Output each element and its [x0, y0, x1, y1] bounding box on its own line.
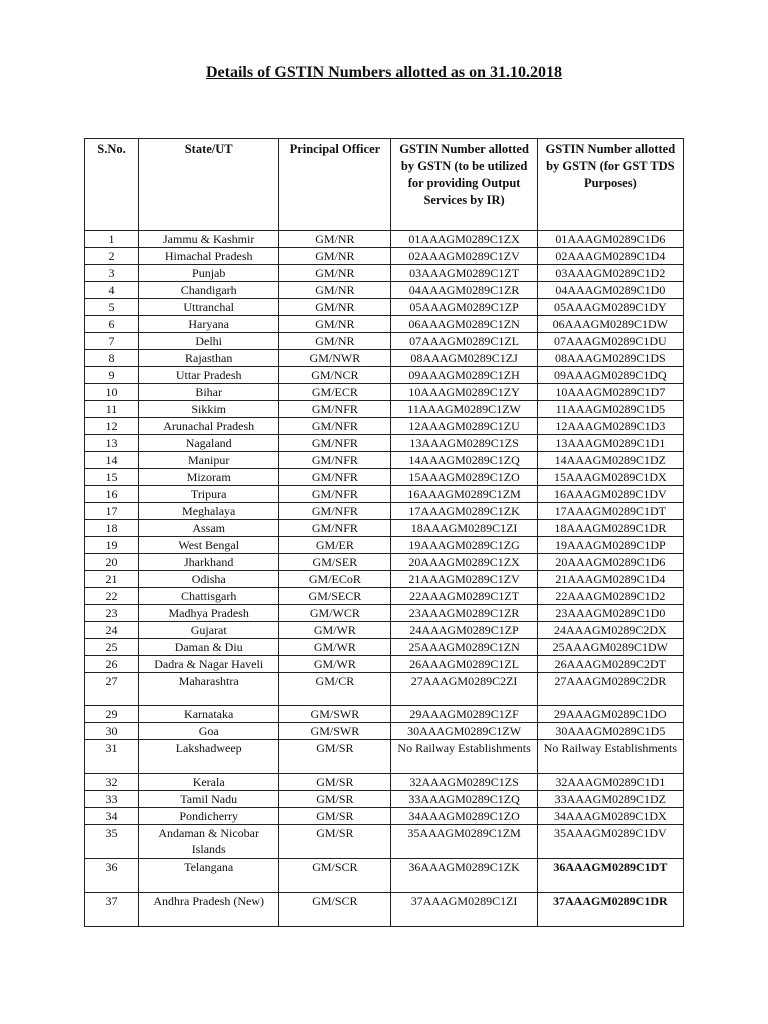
cell-sno: 5: [85, 299, 139, 316]
table-row: [85, 503, 684, 520]
table-row: [85, 554, 684, 571]
table-row: [85, 656, 684, 673]
cell-gstin-output: 37AAAGM0289C1ZI: [391, 893, 537, 927]
table-row: [85, 673, 684, 706]
cell-principal-officer: GM/NFR: [279, 520, 391, 537]
cell-state: Mizoram: [139, 469, 279, 486]
table-row: [85, 723, 684, 740]
table-row: [85, 859, 684, 893]
cell-gstin-tds: 20AAAGM0289C1D6: [537, 554, 683, 571]
cell-state: Pondicherry: [139, 808, 279, 825]
table-row: [85, 520, 684, 537]
cell-gstin-output: 10AAAGM0289C1ZY: [391, 384, 537, 401]
cell-gstin-output: 08AAAGM0289C1ZJ: [391, 350, 537, 367]
cell-gstin-output: 09AAAGM0289C1ZH: [391, 367, 537, 384]
cell-principal-officer: GM/SR: [279, 740, 391, 774]
cell-gstin-tds: 08AAAGM0289C1DS: [537, 350, 683, 367]
cell-gstin-tds: 17AAAGM0289C1DT: [537, 503, 683, 520]
cell-gstin-output: 02AAAGM0289C1ZV: [391, 248, 537, 265]
cell-principal-officer: GM/WCR: [279, 605, 391, 622]
cell-principal-officer: GM/NFR: [279, 401, 391, 418]
cell-state: Telangana: [139, 859, 279, 893]
table-row: [85, 248, 684, 265]
cell-gstin-output: 19AAAGM0289C1ZG: [391, 537, 537, 554]
cell-sno: 17: [85, 503, 139, 520]
cell-gstin-output: 35AAAGM0289C1ZM: [391, 825, 537, 859]
cell-principal-officer: GM/WR: [279, 639, 391, 656]
cell-principal-officer: GM/NFR: [279, 469, 391, 486]
table-row: [85, 706, 684, 723]
table-row: [85, 469, 684, 486]
cell-principal-officer: GM/SECR: [279, 588, 391, 605]
document-title: Details of GSTIN Numbers allotted as on 31.10.2018: [205, 64, 562, 81]
cell-gstin-tds: 14AAAGM0289C1DZ: [537, 452, 683, 469]
cell-gstin-output: 27AAAGM0289C2ZI: [391, 673, 537, 706]
cell-gstin-output: 20AAAGM0289C1ZX: [391, 554, 537, 571]
cell-state: Meghalaya: [139, 503, 279, 520]
cell-sno: 3: [85, 265, 139, 282]
table-row: [85, 418, 684, 435]
cell-state: Kerala: [139, 774, 279, 791]
cell-sno: 4: [85, 282, 139, 299]
cell-gstin-output: 01AAAGM0289C1ZX: [391, 231, 537, 248]
cell-sno: 13: [85, 435, 139, 452]
table-row: [85, 622, 684, 639]
cell-sno: 9: [85, 367, 139, 384]
cell-gstin-tds: 16AAAGM0289C1DV: [537, 486, 683, 503]
cell-sno: 16: [85, 486, 139, 503]
cell-sno: 19: [85, 537, 139, 554]
cell-principal-officer: GM/NR: [279, 316, 391, 333]
cell-state: Andhra Pradesh (New): [139, 893, 279, 927]
cell-principal-officer: GM/ECR: [279, 384, 391, 401]
header-gstin-output-services: GSTIN Number allotted by GSTN (to be utilized for providing Output Services by IR): [391, 139, 537, 231]
cell-state: Arunachal Pradesh: [139, 418, 279, 435]
table-row: [85, 333, 684, 350]
cell-gstin-output: 15AAAGM0289C1ZO: [391, 469, 537, 486]
cell-gstin-output: 07AAAGM0289C1ZL: [391, 333, 537, 350]
cell-gstin-output: 13AAAGM0289C1ZS: [391, 435, 537, 452]
cell-principal-officer: GM/NFR: [279, 452, 391, 469]
cell-sno: 6: [85, 316, 139, 333]
cell-sno: 15: [85, 469, 139, 486]
cell-state: Manipur: [139, 452, 279, 469]
table-row: [85, 571, 684, 588]
cell-gstin-tds: 01AAAGM0289C1D6: [537, 231, 683, 248]
cell-sno: 12: [85, 418, 139, 435]
cell-gstin-tds: 03AAAGM0289C1D2: [537, 265, 683, 282]
table-row: [85, 350, 684, 367]
cell-state: Andaman & Nicobar Islands: [139, 825, 279, 859]
cell-sno: 31: [85, 740, 139, 774]
cell-gstin-tds: 23AAAGM0289C1D0: [537, 605, 683, 622]
cell-principal-officer: GM/SER: [279, 554, 391, 571]
cell-gstin-tds: 32AAAGM0289C1D1: [537, 774, 683, 791]
cell-principal-officer: GM/NFR: [279, 435, 391, 452]
cell-gstin-tds: 21AAAGM0289C1D4: [537, 571, 683, 588]
cell-principal-officer: GM/SR: [279, 791, 391, 808]
cell-gstin-output: 24AAAGM0289C1ZP: [391, 622, 537, 639]
cell-principal-officer: GM/SWR: [279, 723, 391, 740]
cell-gstin-output: 26AAAGM0289C1ZL: [391, 656, 537, 673]
cell-state: Jharkhand: [139, 554, 279, 571]
table-row: [85, 401, 684, 418]
cell-state: Haryana: [139, 316, 279, 333]
cell-gstin-tds: 26AAAGM0289C2DT: [537, 656, 683, 673]
cell-sno: 18: [85, 520, 139, 537]
cell-state: Lakshadweep: [139, 740, 279, 774]
cell-state: Bihar: [139, 384, 279, 401]
cell-state: Chattisgarh: [139, 588, 279, 605]
cell-gstin-output: 11AAAGM0289C1ZW: [391, 401, 537, 418]
cell-sno: 22: [85, 588, 139, 605]
cell-principal-officer: GM/SR: [279, 774, 391, 791]
cell-gstin-tds: No Railway Establishments: [537, 740, 683, 774]
table-row: [85, 825, 684, 859]
table-header-row: [85, 139, 684, 231]
cell-gstin-tds: 05AAAGM0289C1DY: [537, 299, 683, 316]
cell-gstin-tds: 25AAAGM0289C1DW: [537, 639, 683, 656]
cell-principal-officer: GM/NFR: [279, 503, 391, 520]
cell-sno: 10: [85, 384, 139, 401]
table-row: [85, 316, 684, 333]
cell-gstin-tds: 18AAAGM0289C1DR: [537, 520, 683, 537]
cell-principal-officer: GM/NR: [279, 333, 391, 350]
cell-state: Assam: [139, 520, 279, 537]
cell-gstin-output: 03AAAGM0289C1ZT: [391, 265, 537, 282]
cell-state: Delhi: [139, 333, 279, 350]
cell-principal-officer: GM/WR: [279, 656, 391, 673]
cell-principal-officer: GM/SR: [279, 825, 391, 859]
cell-sno: 34: [85, 808, 139, 825]
cell-gstin-tds: 22AAAGM0289C1D2: [537, 588, 683, 605]
cell-state: Gujarat: [139, 622, 279, 639]
cell-gstin-tds: 34AAAGM0289C1DX: [537, 808, 683, 825]
cell-principal-officer: GM/SR: [279, 808, 391, 825]
cell-gstin-output: 12AAAGM0289C1ZU: [391, 418, 537, 435]
table-row: [85, 774, 684, 791]
cell-state: Goa: [139, 723, 279, 740]
cell-state: Jammu & Kashmir: [139, 231, 279, 248]
cell-state: Maharashtra: [139, 673, 279, 706]
cell-sno: 33: [85, 791, 139, 808]
cell-gstin-tds: 10AAAGM0289C1D7: [537, 384, 683, 401]
cell-sno: 24: [85, 622, 139, 639]
cell-principal-officer: GM/NFR: [279, 486, 391, 503]
cell-gstin-tds: 04AAAGM0289C1D0: [537, 282, 683, 299]
cell-gstin-output: 14AAAGM0289C1ZQ: [391, 452, 537, 469]
cell-gstin-output: 34AAAGM0289C1ZO: [391, 808, 537, 825]
table-row: [85, 299, 684, 316]
cell-state: Uttranchal: [139, 299, 279, 316]
cell-sno: 25: [85, 639, 139, 656]
cell-state: Rajasthan: [139, 350, 279, 367]
cell-gstin-output: 05AAAGM0289C1ZP: [391, 299, 537, 316]
cell-state: Uttar Pradesh: [139, 367, 279, 384]
table-row: [85, 435, 684, 452]
cell-sno: 14: [85, 452, 139, 469]
table-row: [85, 605, 684, 622]
cell-state: Karnataka: [139, 706, 279, 723]
cell-principal-officer: GM/NFR: [279, 418, 391, 435]
cell-gstin-tds: 29AAAGM0289C1DO: [537, 706, 683, 723]
table-body: [85, 231, 684, 927]
header-principal-officer: Principal Officer: [279, 139, 391, 231]
cell-gstin-tds: 27AAAGM0289C2DR: [537, 673, 683, 706]
cell-gstin-output: 25AAAGM0289C1ZN: [391, 639, 537, 656]
gstin-table: [84, 138, 684, 927]
cell-state: Chandigarh: [139, 282, 279, 299]
cell-gstin-tds: 02AAAGM0289C1D4: [537, 248, 683, 265]
cell-gstin-tds: 11AAAGM0289C1D5: [537, 401, 683, 418]
cell-gstin-output: 21AAAGM0289C1ZV: [391, 571, 537, 588]
cell-gstin-tds: 09AAAGM0289C1DQ: [537, 367, 683, 384]
cell-gstin-output: 29AAAGM0289C1ZF: [391, 706, 537, 723]
cell-gstin-output: 18AAAGM0289C1ZI: [391, 520, 537, 537]
cell-principal-officer: GM/WR: [279, 622, 391, 639]
cell-gstin-output: 33AAAGM0289C1ZQ: [391, 791, 537, 808]
table-row: [85, 486, 684, 503]
cell-gstin-tds: 13AAAGM0289C1D1: [537, 435, 683, 452]
cell-state: Daman & Diu: [139, 639, 279, 656]
cell-sno: 30: [85, 723, 139, 740]
table-row: [85, 537, 684, 554]
cell-sno: 27: [85, 673, 139, 706]
table-row: [85, 588, 684, 605]
table-row: [85, 282, 684, 299]
cell-principal-officer: GM/NR: [279, 248, 391, 265]
cell-gstin-tds: 12AAAGM0289C1D3: [537, 418, 683, 435]
cell-state: Tripura: [139, 486, 279, 503]
cell-sno: 2: [85, 248, 139, 265]
cell-sno: 36: [85, 859, 139, 893]
cell-gstin-tds: 15AAAGM0289C1DX: [537, 469, 683, 486]
table-row: [85, 265, 684, 282]
cell-state: West Bengal: [139, 537, 279, 554]
cell-principal-officer: GM/SWR: [279, 706, 391, 723]
cell-gstin-tds: 35AAAGM0289C1DV: [537, 825, 683, 859]
cell-state: Dadra & Nagar Haveli: [139, 656, 279, 673]
cell-gstin-tds: 37AAAGM0289C1DR: [537, 893, 683, 927]
cell-gstin-output: No Railway Establishments: [391, 740, 537, 774]
table-row: [85, 639, 684, 656]
cell-principal-officer: GM/NR: [279, 265, 391, 282]
cell-principal-officer: GM/ECoR: [279, 571, 391, 588]
cell-sno: 32: [85, 774, 139, 791]
cell-state: Odisha: [139, 571, 279, 588]
cell-state: Sikkim: [139, 401, 279, 418]
cell-gstin-tds: 24AAAGM0289C2DX: [537, 622, 683, 639]
table-row: [85, 452, 684, 469]
cell-state: Punjab: [139, 265, 279, 282]
cell-gstin-output: 17AAAGM0289C1ZK: [391, 503, 537, 520]
cell-gstin-tds: 19AAAGM0289C1DP: [537, 537, 683, 554]
header-state: State/UT: [139, 139, 279, 231]
cell-principal-officer: GM/SCR: [279, 859, 391, 893]
cell-gstin-output: 32AAAGM0289C1ZS: [391, 774, 537, 791]
cell-principal-officer: GM/ER: [279, 537, 391, 554]
cell-gstin-tds: 06AAAGM0289C1DW: [537, 316, 683, 333]
cell-gstin-output: 04AAAGM0289C1ZR: [391, 282, 537, 299]
cell-sno: 8: [85, 350, 139, 367]
table-row: [85, 367, 684, 384]
cell-sno: 11: [85, 401, 139, 418]
cell-sno: 1: [85, 231, 139, 248]
header-gstin-tds: GSTIN Number allotted by GSTN (for GST TDS Purposes): [537, 139, 683, 231]
cell-principal-officer: GM/NWR: [279, 350, 391, 367]
cell-principal-officer: GM/NR: [279, 299, 391, 316]
cell-gstin-tds: 33AAAGM0289C1DZ: [537, 791, 683, 808]
cell-principal-officer: GM/CR: [279, 673, 391, 706]
cell-principal-officer: GM/SCR: [279, 893, 391, 927]
table-row: [85, 808, 684, 825]
cell-gstin-output: 22AAAGM0289C1ZT: [391, 588, 537, 605]
cell-sno: 7: [85, 333, 139, 350]
cell-state: Nagaland: [139, 435, 279, 452]
cell-gstin-output: 36AAAGM0289C1ZK: [391, 859, 537, 893]
table-row: [85, 893, 684, 927]
cell-gstin-tds: 07AAAGM0289C1DU: [537, 333, 683, 350]
cell-sno: 20: [85, 554, 139, 571]
cell-gstin-output: 23AAAGM0289C1ZR: [391, 605, 537, 622]
cell-sno: 26: [85, 656, 139, 673]
table-row: [85, 740, 684, 774]
cell-sno: 21: [85, 571, 139, 588]
cell-gstin-output: 16AAAGM0289C1ZM: [391, 486, 537, 503]
cell-sno: 29: [85, 706, 139, 723]
table-row: [85, 231, 684, 248]
cell-state: Madhya Pradesh: [139, 605, 279, 622]
cell-principal-officer: GM/NR: [279, 231, 391, 248]
cell-gstin-tds: 36AAAGM0289C1DT: [537, 859, 683, 893]
cell-principal-officer: GM/NR: [279, 282, 391, 299]
cell-state: Himachal Pradesh: [139, 248, 279, 265]
cell-sno: 37: [85, 893, 139, 927]
table-row: [85, 791, 684, 808]
cell-sno: 23: [85, 605, 139, 622]
header-sno: S.No.: [85, 139, 139, 231]
table-row: [85, 384, 684, 401]
cell-gstin-tds: 30AAAGM0289C1D5: [537, 723, 683, 740]
cell-principal-officer: GM/NCR: [279, 367, 391, 384]
cell-sno: 35: [85, 825, 139, 859]
cell-gstin-output: 30AAAGM0289C1ZW: [391, 723, 537, 740]
cell-gstin-output: 06AAAGM0289C1ZN: [391, 316, 537, 333]
cell-state: Tamil Nadu: [139, 791, 279, 808]
